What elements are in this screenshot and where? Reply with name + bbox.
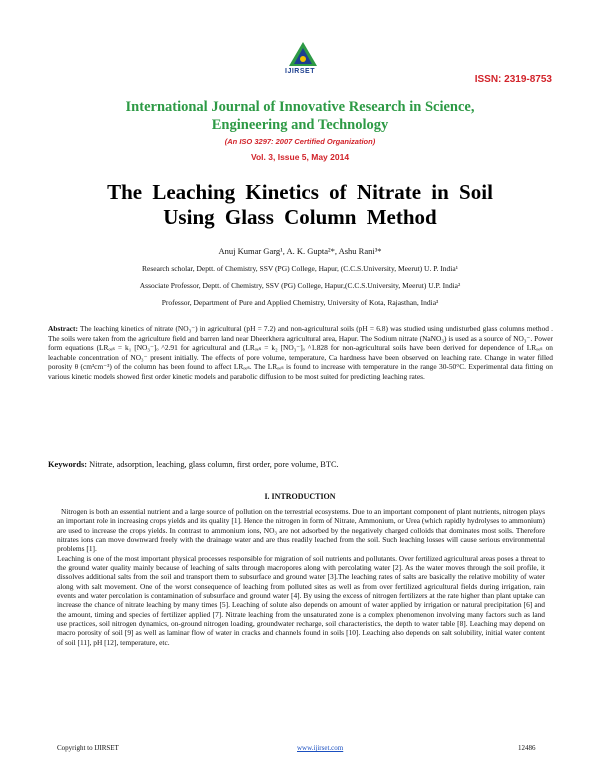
abstract (48, 324, 553, 382)
keywords (48, 460, 553, 469)
journal-title (60, 98, 540, 134)
logo-text: IJIRSET (285, 68, 315, 75)
intro-paragraph: Nitrogen is both an essential nutrient and a large source of pollution on the terrestrial ecosystems. Due to an important component of plant nutrients, nitrogen plays an important role in increasing crops yields and its quality [1]. Hence the nitrogen in form of Nitrate, Ammonium, or Urea (which rapidly hydrolyses to ammonium) are used to increase the crops yields. In contrast to ammonium ions, NO₃ are not adsorbed by the negatively charged colloids that dominates most soils. Therefore nitrates ions can move downward freely with the drainage water and are thus readily leached from the soil. Such leaching losses will cause serious environmental problems [1]. (57, 507, 545, 554)
abstract-text: The leaching kinetics of nitrate (NO₃⁻) in agricultural (pH = 7.2) and non-agricultural soils (pH = 6.8) was studied using undisturbed glass columns method . The soils were taken from the agriculture field and barren land near Dheerkhera agricultural area, Hapur. The Sodium nitrate (NaNO₃) is used as a source of NO₃⁻. Power form equations (LRₒₑₛ = k₁ [NO₃⁻]ₒ ^2.91 for agricultural and (LRₒₑₛ = k₂ [NO₃⁻]ₒ ^1.828 for non-agricultural soils have been derived for dependence of LRₒₑₛ on leachable concentration of NO₃⁻ present initially. The effects of pore volume, temperature, Ca hardness have been observed on leaching rate. Change in water filled porosity θ (cm³cm⁻³) of the column has been found to affect LRₒₑₛ. The LRₒₑₛ is found to increase with temperature in the range 30-50°C. Experimental data fitting on various kinetic models showed first order kinetic models and parabolic diffusion to be most suited for predicting leaching rates. (48, 324, 553, 381)
section-heading: I. INTRODUCTION (264, 492, 336, 501)
paper-title-line1: The Leaching Kinetics of Nitrate in Soil (107, 180, 493, 204)
introduction-body (57, 507, 545, 647)
keywords-text: Nitrate, adsorption, leaching, glass column, first order, pore volume, BTC. (87, 460, 339, 469)
footer-copyright: Copyright to IJIRSET (57, 744, 119, 752)
abstract-label: Abstract: (48, 324, 78, 333)
logo-emblem-icon (273, 40, 333, 70)
certification-note: (An ISO 3297: 2007 Certified Organization) (224, 137, 376, 146)
journal-title-line2: Engineering and Technology (211, 117, 389, 133)
affiliation-2: Associate Professor, Deptt. of Chemistry, SSV (PG) College, Hapur,(C.C.S.University, Meerut) U.P. India² (139, 281, 461, 290)
issn-number: ISSN: 2319-8753 (474, 74, 552, 85)
keywords-label: Keywords: (48, 460, 88, 469)
volume-issue: Vol. 3, Issue 5, May 2014 (250, 152, 350, 162)
affiliation-3: Professor, Department of Pure and Applied Chemistry, University of Kota, Rajasthan, India³ (161, 298, 439, 307)
affiliation-1: Research scholar, Deptt. of Chemistry, SSV (PG) College, Hapur, (C.C.S.University, Meerut) U. P. India¹ (142, 264, 458, 273)
author-list: Anuj Kumar Garg¹, A. K. Gupta²*, Ashu Rani³* (218, 246, 382, 256)
journal-title-line1: International Journal of Innovative Research in Science, (125, 99, 475, 115)
footer-website-link[interactable]: www.ijirset.com (297, 744, 344, 752)
footer-page-number: 12486 (518, 744, 536, 752)
paper-title (40, 180, 560, 230)
paper-title-line2: Using Glass Column Method (163, 205, 437, 229)
intro-paragraph: Leaching is one of the most important physical processes responsible for migration of soil nutrients and pollutants. Over fertilized agricultural areas poses a threat to the ground water quality mainly because of leaching of salts through macropores along with percolating water [2]. As the water moves through the soil profile, it dissolves additional salts from the soil and transport them to subsurface and ground water [3].The leaching rates of salts are basically the relative mobility of water along with salt movement. One of the worst consequence of leaching from polluted sites as well as from over fertilized agricultural fields during irrigation, rain events and water percolation is contamination of subsurface and ground water [4]. By using the excess of nitrogen fertilizers at the rate higher than plant uptake can increase the chance of nitrate leaching by many times [5]. Leaching of solute also depends on amount of water applied by irrigation or natural precipitation [6] and the amount, timing and species of fertilizer applied [7]. Nitrate leaching from the unsaturated zone is a complex phenomenon involving many factors such as land use practices, soil nitrogen dynamics, on-ground nitrogen loading, groundwater recharge, soil characteristics, the depth to water table [8]. Leaching may depend on macro porosity of soil [9] as well as laminar flow of water in cracks and channels found in soils [10]. Leaching also depends on salt solubility, initial water content of soil [11], pH [12], temperature, etc. (57, 553, 545, 647)
